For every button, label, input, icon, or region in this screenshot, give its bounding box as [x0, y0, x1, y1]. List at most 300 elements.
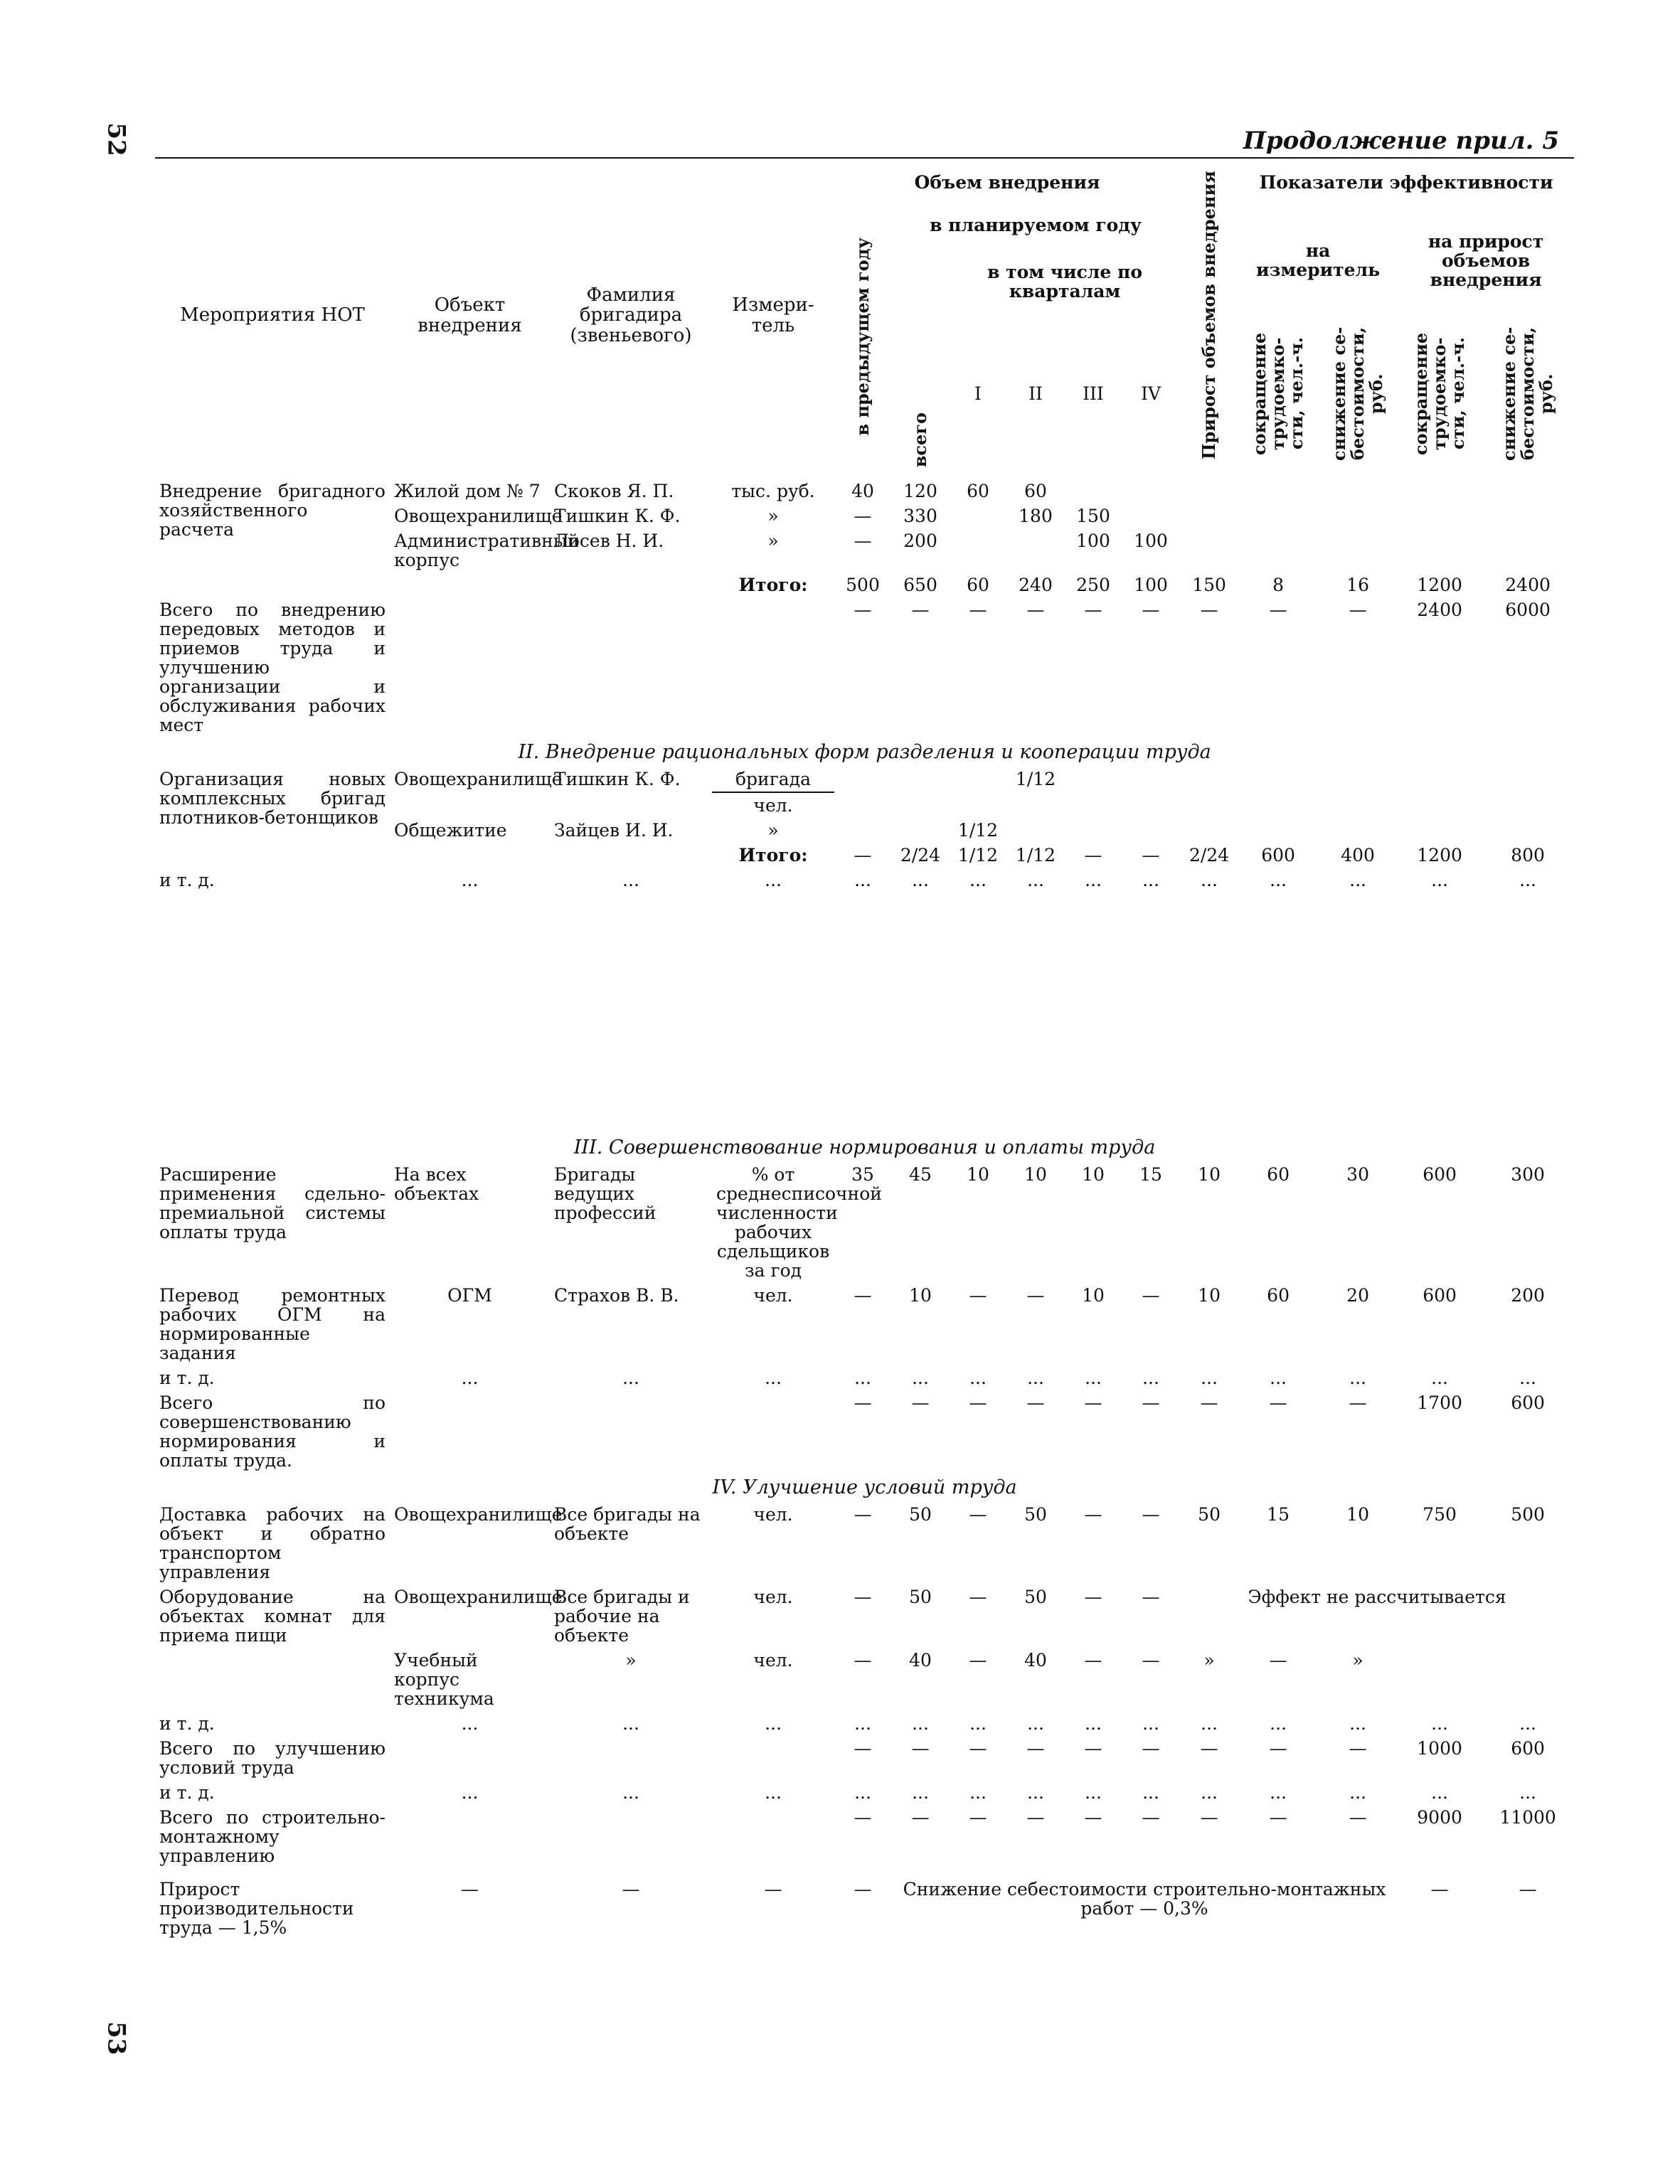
dots: ... — [622, 1713, 639, 1735]
col-total — [891, 246, 950, 470]
section-title: IV. Улучшение условий труда — [712, 1476, 1017, 1499]
value-cell: 35 — [851, 1164, 874, 1186]
section-3 — [155, 1133, 1574, 1473]
value-cell: — — [1142, 1650, 1160, 1671]
dots: ... — [1349, 1368, 1366, 1389]
etc-label: и т. д. — [159, 870, 215, 891]
summary-cell: — — [1026, 1392, 1045, 1414]
dots: ... — [622, 1782, 639, 1804]
value-cell: — — [854, 531, 872, 551]
footer-dash: — — [622, 1879, 640, 1900]
table-row — [155, 767, 1574, 792]
summary-cell: — — [911, 1738, 930, 1759]
etc-label: и т. д. — [159, 1713, 215, 1735]
value-cell: 200 — [1511, 1285, 1545, 1306]
total-cell: 1200 — [1417, 575, 1462, 595]
summary-cell: 600 — [1511, 1738, 1545, 1759]
unit-cell: % от среднесписочной численности рабочих сдельщиков за год — [716, 1164, 882, 1282]
dots: ... — [1431, 1713, 1448, 1735]
summary-cell: — — [1084, 1807, 1102, 1828]
value-cell — [1318, 767, 1398, 792]
summary-cell: — — [1084, 1738, 1102, 1759]
footer-dash: — — [461, 1879, 479, 1900]
total-cell: 650 — [903, 575, 937, 595]
dots: ... — [854, 1368, 871, 1389]
measure-cell: Внедрение бригадного хозяйственного расчета — [159, 481, 386, 540]
col-unit: Измери-тель — [732, 294, 814, 336]
dots: ... — [1085, 1368, 1102, 1389]
total-row — [155, 572, 1574, 597]
not-table — [155, 161, 1574, 1940]
foreman-cell: » — [625, 1650, 637, 1671]
etc-row — [155, 868, 1574, 893]
dots: ... — [1270, 870, 1287, 891]
col-q1: I — [974, 383, 982, 404]
dots: ... — [1519, 1368, 1536, 1389]
grand-total-label: Всего по строительно-монтажному управлению — [159, 1807, 386, 1867]
object-cell: Административный корпус — [394, 531, 580, 570]
etc-label: и т. д. — [159, 1368, 215, 1389]
summary-cell: — — [1200, 1807, 1218, 1828]
col-labor-growth-label: сокращение трудоемко-сти, чел.-ч. — [1410, 332, 1469, 455]
value-cell: 120 — [903, 481, 937, 501]
dots: ... — [1519, 1713, 1536, 1735]
dots: ... — [969, 1713, 987, 1735]
col-volume: Объем внедрения — [914, 171, 1100, 193]
col-cost-unit — [1318, 317, 1398, 470]
col-per-unit: на измеритель — [1256, 240, 1381, 280]
dots: ... — [1349, 1713, 1366, 1735]
top-rule — [155, 157, 1574, 159]
total-cell: 600 — [1261, 845, 1295, 866]
col-labor-growth — [1398, 317, 1482, 470]
summary-label: Всего по улучшению условий труда — [159, 1738, 386, 1779]
object-cell: Учебный корпус техникума — [394, 1650, 494, 1710]
dots: ... — [765, 870, 782, 891]
value-cell — [1238, 504, 1318, 528]
foreman-cell: Все бригады на объекте — [554, 1504, 701, 1545]
unit-cell: » — [767, 531, 779, 551]
value-cell: — — [1142, 1504, 1160, 1525]
col-cost-unit-label: снижение се-бестоимости, руб. — [1329, 326, 1387, 461]
page-number-top: 52 — [102, 122, 131, 156]
dots: ... — [1270, 1782, 1287, 1804]
total-cell: 2400 — [1505, 575, 1551, 595]
value-cell — [891, 767, 950, 792]
dots: ... — [1270, 1368, 1287, 1389]
value-cell: — — [854, 1504, 872, 1525]
object-cell: Овощехранилище — [394, 1504, 563, 1525]
total-cell: 800 — [1511, 845, 1545, 866]
value-cell: 60 — [967, 481, 989, 501]
unit-cell: » — [767, 506, 779, 526]
summary-cell: 9000 — [1417, 1807, 1462, 1828]
dots: ... — [969, 1782, 987, 1804]
etc-row — [155, 1711, 1574, 1736]
value-cell — [1318, 479, 1398, 504]
value-cell: — — [854, 1650, 872, 1671]
value-cell — [1482, 504, 1574, 528]
summary-row — [155, 1390, 1574, 1473]
value-cell: 600 — [1423, 1285, 1457, 1306]
value-cell — [1065, 767, 1122, 792]
dots: ... — [622, 1368, 639, 1389]
continuation-label: Продолжение прил. 5 — [1243, 127, 1559, 155]
total-label: Итого: — [738, 575, 808, 595]
unit-cell: чел. — [753, 1504, 793, 1525]
foreman-cell: Тишкин К. Ф. — [554, 506, 681, 526]
col-q2: II — [1028, 383, 1043, 404]
summary-cell: — — [854, 600, 872, 620]
summary-cell: — — [1084, 1392, 1102, 1414]
value-cell — [1398, 504, 1482, 528]
value-cell: 15 — [1267, 1504, 1290, 1525]
table-row — [155, 1584, 1574, 1648]
value-cell: — — [969, 1504, 987, 1525]
foreman-cell: Все бригады и рабочие на объекте — [554, 1587, 690, 1646]
value-cell — [834, 767, 891, 792]
object-cell: Овощехранилище — [394, 1587, 563, 1608]
foreman-cell: Тишкин К. Ф. — [554, 769, 681, 790]
dots: ... — [1519, 1782, 1536, 1804]
value-cell: 50 — [1198, 1504, 1221, 1525]
dots: ... — [765, 1713, 782, 1735]
value-cell — [1006, 528, 1065, 572]
value-cell: — — [1269, 1650, 1287, 1671]
object-cell: Овощехранилище — [394, 769, 563, 790]
summary-cell: — — [1349, 1807, 1367, 1828]
value-cell — [950, 504, 1006, 528]
value-cell: 10 — [1198, 1285, 1221, 1306]
value-cell — [891, 818, 950, 843]
summary-cell: — — [1142, 600, 1160, 620]
value-cell — [1398, 818, 1482, 843]
object-cell: Овощехранилище — [394, 506, 563, 526]
foreman-cell: Бригады ведущих профессий — [554, 1164, 656, 1224]
measure-cell: Доставка рабочих на объект и обратно транспортом управления — [159, 1504, 386, 1583]
dots: ... — [1519, 870, 1536, 891]
col-foreman: Фамилия бригадира (звеньевого) — [570, 284, 692, 346]
unit-cell: чел. — [753, 1650, 793, 1671]
total-cell: 8 — [1272, 575, 1285, 595]
total-label: Итого: — [738, 845, 808, 866]
measure-cell: Перевод ремонтных рабочих ОГМ на нормированные задания — [159, 1285, 386, 1364]
summary-cell: — — [911, 600, 930, 620]
value-cell: — — [1142, 1285, 1160, 1306]
col-efficiency: Показатели эффективности — [1259, 171, 1553, 193]
foreman-cell: Зайцев И. И. — [554, 820, 674, 841]
total-cell: 2/24 — [900, 845, 941, 866]
summary-cell: — — [969, 1392, 987, 1414]
footer-dash: — — [1519, 1879, 1537, 1900]
value-cell: 50 — [1024, 1504, 1047, 1525]
value-cell: — — [969, 1650, 987, 1671]
value-cell: — — [969, 1285, 987, 1306]
summary-cell: — — [1349, 1392, 1367, 1414]
col-per-growth: на прирост объемов внедрения — [1428, 230, 1544, 290]
summary-cell: — — [1026, 1807, 1045, 1828]
col-growth — [1180, 161, 1238, 470]
dots: ... — [1085, 870, 1102, 891]
dots: ... — [1201, 1713, 1218, 1735]
summary-cell: — — [1026, 1738, 1045, 1759]
col-total-label: всего — [910, 412, 931, 467]
total-cell: — — [1084, 845, 1102, 866]
etc-row — [155, 1365, 1574, 1390]
col-measure: Мероприятия НОТ — [180, 304, 365, 326]
value-cell: 10 — [1082, 1285, 1105, 1306]
etc-label: и т. д. — [159, 1782, 215, 1804]
value-cell: — — [1084, 1504, 1102, 1525]
total-cell: 400 — [1341, 845, 1375, 866]
value-cell: » — [1352, 1650, 1363, 1671]
summary-cell: — — [1200, 1392, 1218, 1414]
total-cell: — — [1142, 845, 1160, 866]
total-cell: 2/24 — [1189, 845, 1230, 866]
value-cell: 40 — [1024, 1650, 1047, 1671]
value-cell — [1318, 504, 1398, 528]
dots: ... — [1431, 1782, 1448, 1804]
dots: ... — [1201, 1368, 1218, 1389]
summary-cell: 1700 — [1417, 1392, 1462, 1414]
footer-row — [155, 1877, 1574, 1940]
value-cell: 1/12 — [1015, 769, 1056, 790]
value-cell: 200 — [903, 531, 937, 551]
summary-cell: 1000 — [1417, 1738, 1462, 1759]
value-cell — [1398, 479, 1482, 504]
summary-cell: — — [854, 1738, 872, 1759]
total-cell: 1/12 — [1015, 845, 1056, 866]
dots: ... — [854, 1782, 871, 1804]
summary-row — [155, 597, 1574, 737]
value-cell: 100 — [1134, 531, 1168, 551]
dots: ... — [461, 1368, 479, 1389]
value-cell: 60 — [1267, 1164, 1290, 1186]
dots: ... — [461, 1782, 479, 1804]
table-row — [155, 479, 1574, 504]
measure-cell: Оборудование на объектах комнат для приема пищи — [159, 1587, 386, 1646]
summary-cell: — — [969, 1807, 987, 1828]
value-cell — [1122, 767, 1180, 792]
section-4 — [155, 1473, 1574, 1940]
dots: ... — [1085, 1713, 1102, 1735]
total-cell: 240 — [1019, 575, 1053, 595]
value-cell — [1065, 479, 1122, 504]
dots: ... — [622, 870, 639, 891]
footer-dash: — — [764, 1879, 782, 1900]
col-q3: III — [1083, 383, 1104, 404]
col-growth-label: Прирост объемов внедрения — [1198, 171, 1220, 460]
dots: ... — [1201, 1782, 1218, 1804]
value-cell — [950, 767, 1006, 792]
value-cell — [950, 528, 1006, 572]
total-row — [155, 843, 1574, 868]
value-cell: 50 — [909, 1504, 932, 1525]
col-prev-year — [834, 203, 891, 470]
dots: ... — [1142, 1782, 1159, 1804]
value-cell: — — [1142, 1587, 1160, 1608]
value-cell: 40 — [909, 1650, 932, 1671]
dots: ... — [1142, 1368, 1159, 1389]
value-cell — [1122, 818, 1180, 843]
col-labor-unit-label: сокращение трудоемко-сти, чел.-ч. — [1249, 332, 1307, 455]
summary-cell: — — [1269, 1807, 1287, 1828]
summary-cell: — — [854, 1392, 872, 1414]
total-cell: 1200 — [1417, 845, 1462, 866]
dots: ... — [1349, 870, 1366, 891]
summary-cell: — — [1142, 1392, 1160, 1414]
value-cell: — — [1084, 1650, 1102, 1671]
value-cell: 500 — [1511, 1504, 1545, 1525]
value-cell: 10 — [909, 1285, 932, 1306]
summary-cell: — — [1200, 1738, 1218, 1759]
value-cell: 10 — [967, 1164, 989, 1186]
value-cell: 10 — [1346, 1504, 1369, 1525]
summary-cell: — — [1269, 1392, 1287, 1414]
value-cell — [1238, 767, 1318, 792]
value-cell: 20 — [1346, 1285, 1369, 1306]
value-cell: 10 — [1082, 1164, 1105, 1186]
value-cell: 100 — [1076, 531, 1110, 551]
summary-cell: — — [1200, 600, 1218, 620]
value-cell: 10 — [1024, 1164, 1047, 1186]
dots: ... — [1085, 1782, 1102, 1804]
value-cell — [1482, 479, 1574, 504]
foreman-cell: Скоков Я. П. — [554, 481, 674, 501]
value-cell — [1180, 818, 1238, 843]
value-cell: 50 — [909, 1587, 932, 1608]
summary-row — [155, 1736, 1574, 1780]
grand-total-row — [155, 1805, 1574, 1868]
summary-cell: — — [1142, 1807, 1160, 1828]
table-row — [155, 1283, 1574, 1365]
summary-label: Всего по внедрению передовых методов и приемов труда и улучшению организации и обслуживания рабочих мест — [159, 600, 386, 735]
col-labor-unit — [1238, 317, 1318, 470]
value-cell: 60 — [1267, 1285, 1290, 1306]
page-number-bottom: 53 — [102, 2021, 131, 2055]
total-cell: 100 — [1134, 575, 1168, 595]
footer-dash: — — [1430, 1879, 1449, 1900]
object-cell: Общежитие — [394, 820, 507, 841]
dots: ... — [1270, 1713, 1287, 1735]
summary-cell: — — [911, 1807, 930, 1828]
dots: ... — [969, 1368, 987, 1389]
dots: ... — [1431, 870, 1448, 891]
object-cell — [390, 792, 550, 818]
value-cell — [1065, 818, 1122, 843]
dots: ... — [461, 1713, 479, 1735]
col-object: Объект внедрения — [418, 294, 522, 336]
col-prev-year-label: в предыдущем году — [852, 238, 873, 436]
value-cell — [1180, 528, 1238, 572]
effect-note: Эффект не рассчитывается — [1248, 1587, 1506, 1608]
dots: ... — [1142, 1713, 1159, 1735]
summary-cell: — — [1026, 600, 1045, 620]
total-cell: 150 — [1192, 575, 1226, 595]
table-row — [155, 1162, 1574, 1283]
unit-cell: » — [767, 820, 779, 841]
summary-label: Всего по совершенствованию нормирования и оплаты труда. — [159, 1392, 386, 1471]
summary-cell: 600 — [1511, 1392, 1545, 1414]
dots: ... — [854, 870, 871, 891]
summary-cell: 6000 — [1505, 600, 1551, 620]
value-cell — [1398, 1648, 1482, 1711]
value-cell — [1122, 479, 1180, 504]
summary-cell: — — [1269, 600, 1287, 620]
value-cell — [1180, 479, 1238, 504]
foreman-cell: Страхов В. В. — [554, 1285, 679, 1306]
unit-cell: тыс. руб. — [731, 481, 815, 501]
value-cell — [1318, 818, 1398, 843]
summary-cell: — — [854, 1807, 872, 1828]
total-cell: 1/12 — [957, 845, 999, 866]
dots: ... — [1027, 1782, 1044, 1804]
col-planned-year: в планируемом году — [930, 214, 1142, 235]
value-cell: 600 — [1423, 1164, 1457, 1186]
col-by-quarters: в том числе по кварталам — [987, 262, 1142, 302]
total-cell: 60 — [967, 575, 989, 595]
dots: ... — [912, 1368, 929, 1389]
dots: ... — [765, 1368, 782, 1389]
summary-cell: — — [911, 1392, 930, 1414]
value-cell: » — [1203, 1650, 1215, 1671]
object-cell: Жилой дом № 7 — [394, 481, 541, 501]
value-cell — [1180, 504, 1238, 528]
value-cell: — — [1026, 1285, 1045, 1306]
col-cost-growth — [1482, 317, 1574, 470]
dots: ... — [765, 1782, 782, 1804]
value-cell: — — [854, 1587, 872, 1608]
measure-cell: Расширение применения сдельно-премиальной системы оплаты труда — [159, 1164, 386, 1243]
cost-reduction-note: Снижение себестоимости строительно-монтажных работ — 0,3% — [903, 1879, 1386, 1919]
object-cell: На всех объектах — [394, 1164, 479, 1205]
value-cell — [1006, 818, 1065, 843]
value-cell: 60 — [1024, 481, 1047, 501]
footer-dash: — — [854, 1879, 872, 1900]
total-cell: 500 — [846, 575, 880, 595]
dots: ... — [1201, 870, 1218, 891]
value-cell: 330 — [903, 506, 937, 526]
value-cell — [1122, 504, 1180, 528]
summary-cell: — — [1269, 1738, 1287, 1759]
summary-cell: — — [1142, 1738, 1160, 1759]
summary-cell: — — [969, 600, 987, 620]
etc-row — [155, 1780, 1574, 1805]
dots: ... — [969, 870, 987, 891]
foreman-cell — [550, 792, 712, 818]
value-cell — [1482, 528, 1574, 572]
productivity-growth: Прирост производительности труда — 1,5% — [159, 1879, 354, 1939]
summary-cell: — — [1349, 600, 1367, 620]
value-cell — [1482, 1648, 1574, 1711]
section-title: III. Совершенствование нормирования и оплаты труда — [573, 1136, 1156, 1159]
value-cell — [1482, 818, 1574, 843]
col-cost-growth-label: снижение се-бестоимости, руб. — [1499, 326, 1557, 461]
col-q4: IV — [1141, 383, 1161, 404]
value-cell: — — [1084, 1587, 1102, 1608]
total-cell: — — [854, 845, 872, 866]
section-2 — [155, 737, 1574, 893]
summary-cell: 11000 — [1499, 1807, 1556, 1828]
value-cell: — — [969, 1587, 987, 1608]
total-cell: 16 — [1346, 575, 1369, 595]
value-cell: — — [854, 1285, 872, 1306]
value-cell — [1238, 479, 1318, 504]
value-cell: 10 — [1198, 1164, 1221, 1186]
dots: ... — [912, 870, 929, 891]
table-row — [155, 1502, 1574, 1584]
object-cell: ОГМ — [447, 1285, 492, 1306]
